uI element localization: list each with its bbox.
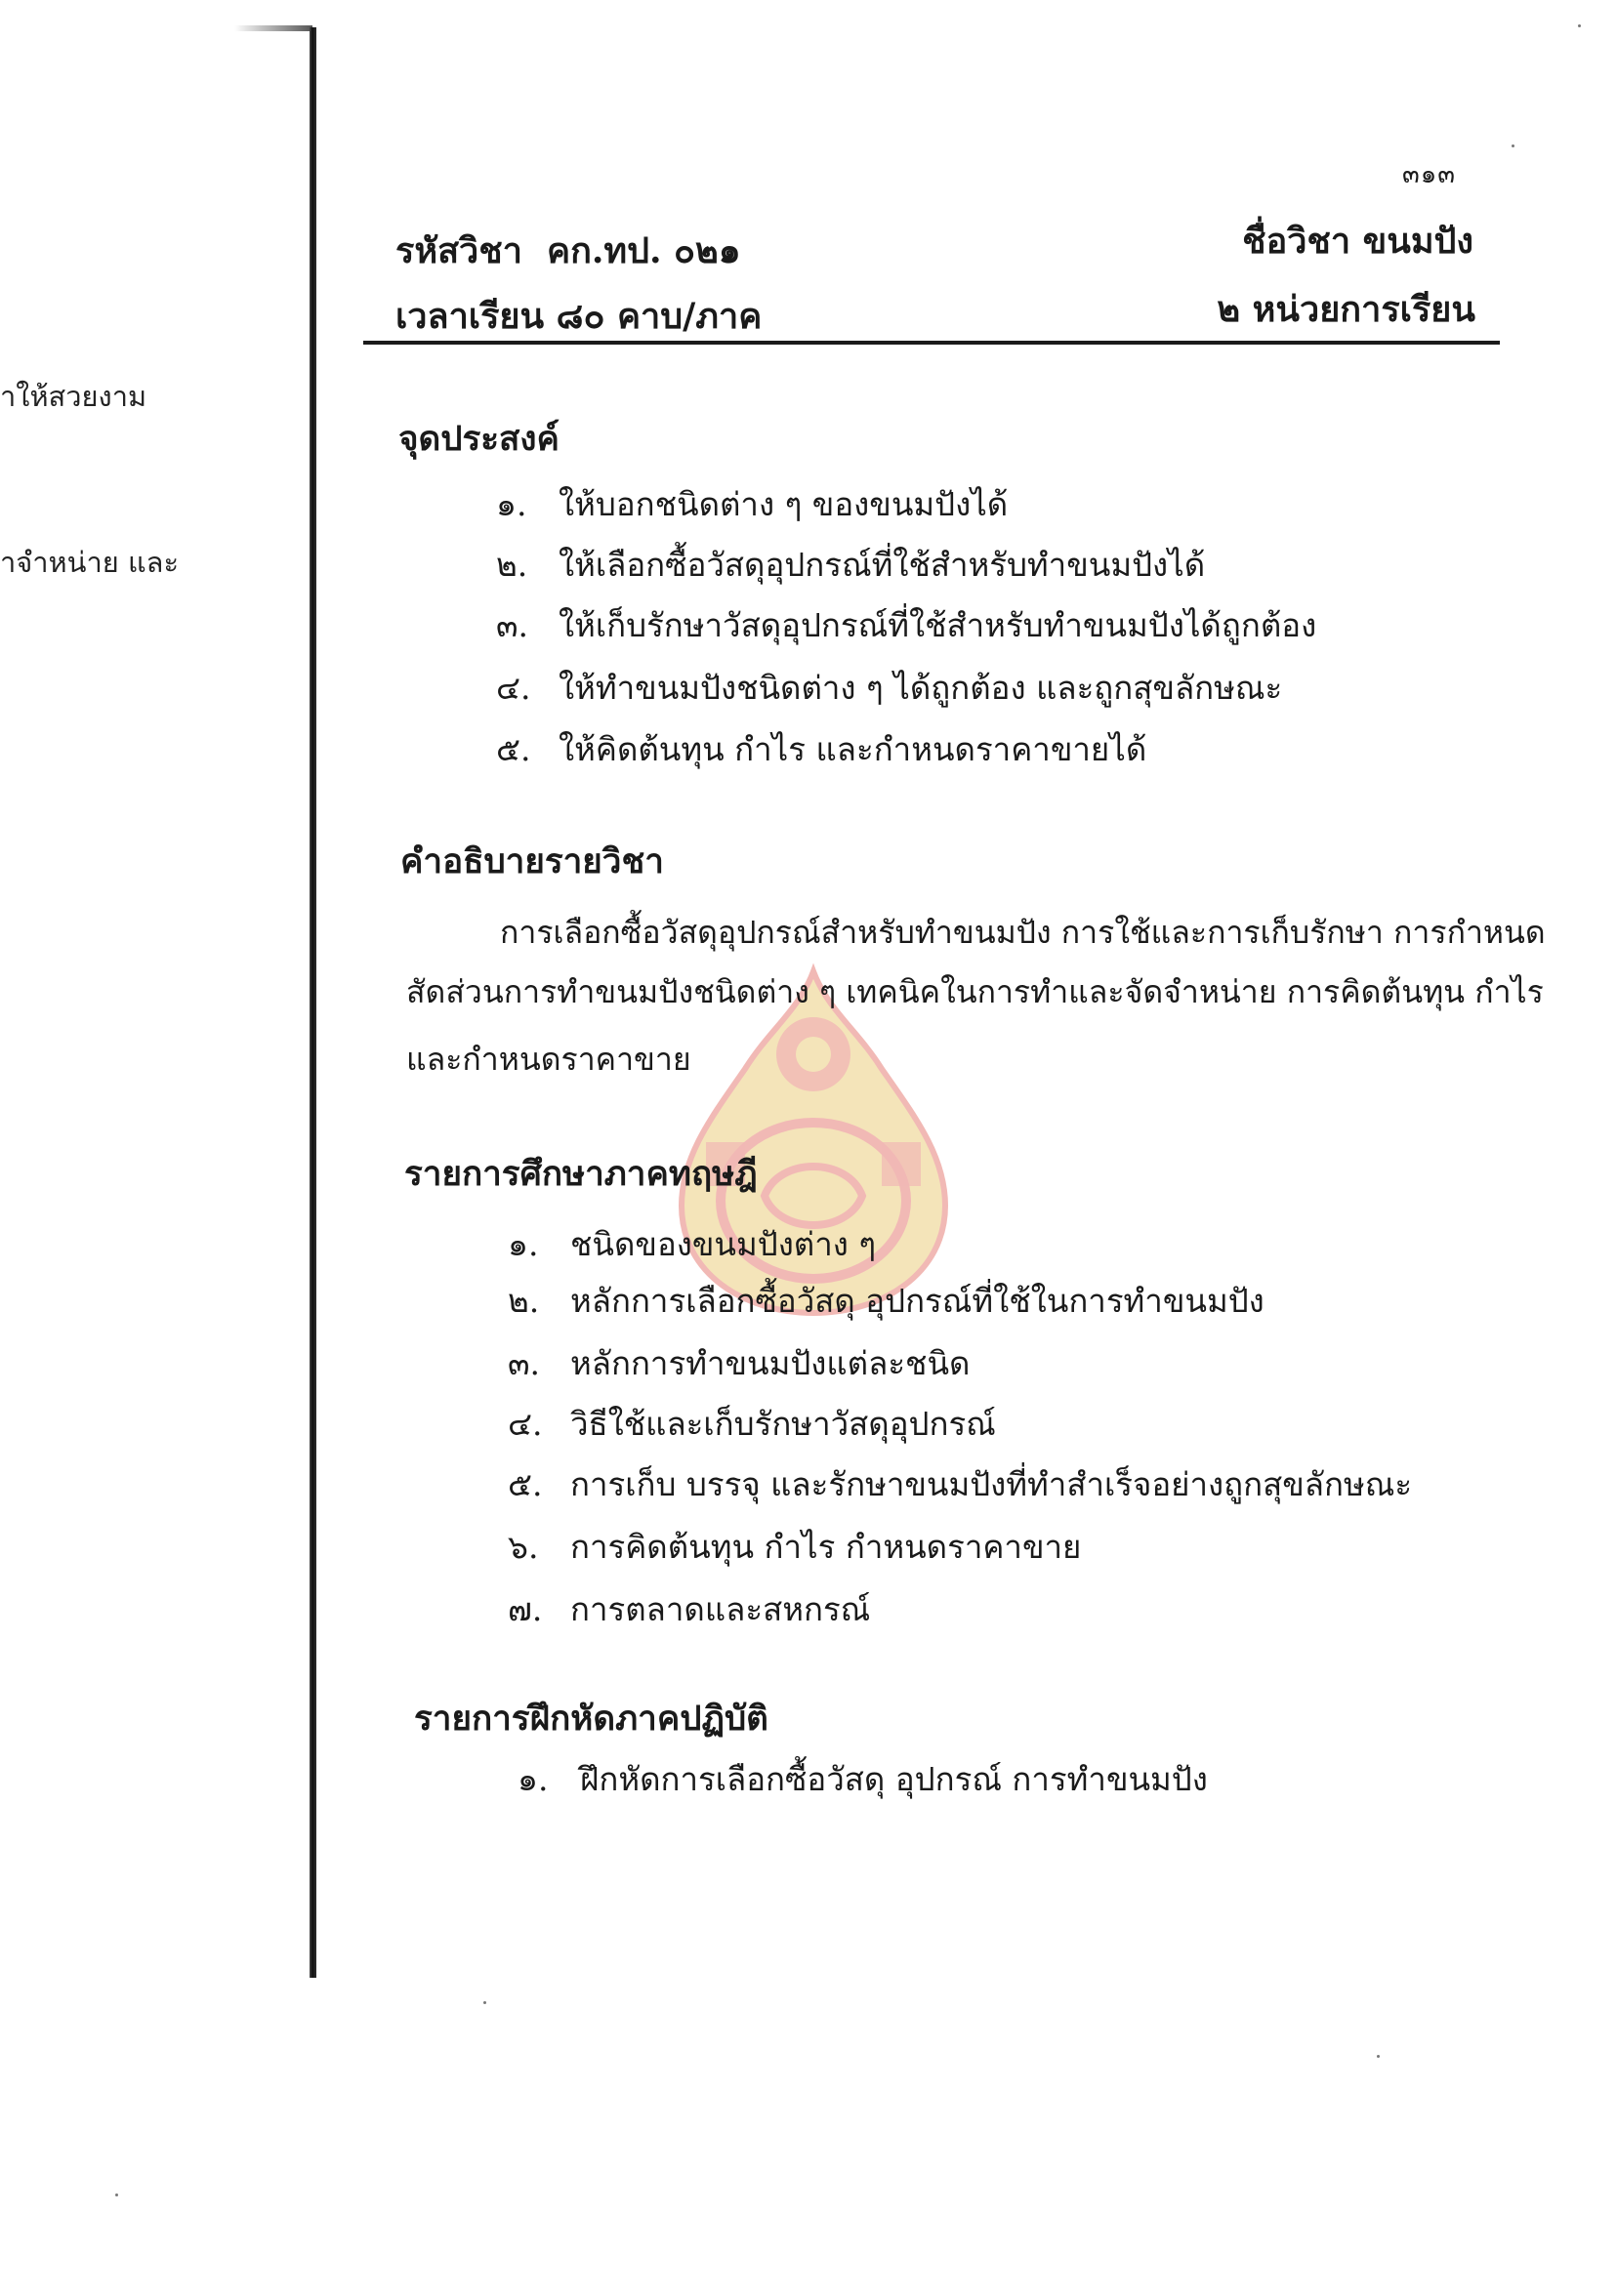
objective-item-5	[496, 723, 1146, 775]
theory-item-3	[508, 1337, 970, 1389]
theory-number: ๑.	[508, 1225, 539, 1263]
theory-text: การคิดต้นทุน กำไร กำหนดราคาขาย	[570, 1528, 1082, 1566]
objective-item-1	[496, 478, 1008, 530]
theory-heading: รายการศึกษาภาคทฤษฎี	[404, 1154, 758, 1194]
objective-number: ๒.	[496, 546, 528, 584]
page-number: ๓๑๓	[1402, 160, 1457, 189]
theory-item-2	[508, 1275, 1265, 1327]
theory-number: ๒.	[508, 1282, 540, 1320]
theory-item-1	[508, 1218, 876, 1270]
objective-number: ๑.	[496, 485, 527, 523]
theory-number: ๓.	[508, 1344, 541, 1382]
objective-item-2	[496, 539, 1205, 591]
theory-number: ๕.	[508, 1465, 543, 1503]
theory-text: การตลาดและสหกรณ์	[570, 1590, 871, 1628]
study-hours: เวลาเรียน ๘๐ คาบ/ภาค	[395, 296, 763, 337]
theory-item-5	[508, 1458, 1412, 1510]
description-line-2: สัดส่วนการทำขนมปังชนิดต่าง ๆ เทคนิคในการทำและจัดจำหน่าย การคิดต้นทุน กำไร	[406, 973, 1544, 1010]
objective-text: ให้ทำขนมปังชนิดต่าง ๆ ได้ถูกต้อง และถูกสุขลักษณะ	[559, 669, 1283, 707]
objective-text: ให้เลือกซื้อวัสดุอุปกรณ์ที่ใช้สำหรับทำขนมปังได้	[559, 546, 1206, 584]
scan-speck	[115, 2194, 118, 2196]
practice-heading: รายการฝึกหัดภาคปฏิบัติ	[414, 1699, 768, 1739]
spine-shadow	[234, 25, 312, 31]
theory-item-4	[508, 1398, 996, 1450]
course-code: คก.ทป. ๐๒๑	[547, 230, 741, 271]
scan-speck	[1578, 24, 1581, 27]
objective-item-4	[496, 662, 1282, 714]
scan-speck	[1512, 144, 1514, 147]
scan-speck	[1377, 2055, 1380, 2058]
description-line-3: และกำหนดราคาขาย	[406, 1041, 691, 1078]
theory-item-7	[508, 1583, 870, 1635]
theory-text: หลักการเลือกซื้อวัสดุ อุปกรณ์ที่ใช้ในการทำขนมปัง	[570, 1282, 1265, 1320]
theory-text: หลักการทำขนมปังแต่ละชนิด	[570, 1344, 971, 1382]
objectives-heading: จุดประสงค์	[398, 419, 560, 459]
theory-item-6	[508, 1521, 1081, 1573]
objective-number: ๕.	[496, 730, 531, 768]
practice-text: ฝึกหัดการเลือกซื้อวัสดุ อุปกรณ์ การทำขนมปัง	[580, 1760, 1208, 1798]
scan-speck	[483, 2001, 486, 2004]
objective-text: ให้บอกชนิดต่าง ๆ ของขนมปังได้	[559, 485, 1009, 523]
book-spine	[310, 27, 316, 1978]
theory-number: ๔.	[508, 1405, 543, 1443]
left-page-fragment-1: าให้สวยงาม	[0, 380, 147, 413]
description-heading: คำอธิบายรายวิชา	[400, 841, 664, 882]
left-page-fragment-2: าจำหน่าย และ	[0, 546, 180, 579]
theory-text: การเก็บ บรรจุ และรักษาขนมปังที่ทำสำเร็จอย่างถูกสุขลักษณะ	[570, 1465, 1413, 1503]
theory-number: ๗.	[508, 1590, 543, 1628]
theory-text: วิธีใช้และเก็บรักษาวัสดุอุปกรณ์	[570, 1405, 996, 1443]
objective-number: ๓.	[496, 606, 529, 644]
objective-item-3	[496, 599, 1316, 651]
objective-number: ๔.	[496, 669, 531, 707]
header-divider	[363, 341, 1500, 345]
objective-text: ให้เก็บรักษาวัสดุอุปกรณ์ที่ใช้สำหรับทำขนมปังได้ถูกต้อง	[559, 606, 1317, 644]
course-code-label: รหัสวิชา	[395, 230, 522, 271]
objective-text: ให้คิดต้นทุน กำไร และกำหนดราคาขายได้	[559, 730, 1147, 768]
credit-units: ๒ หน่วยการเรียน	[1217, 289, 1475, 330]
practice-item-1	[518, 1753, 1208, 1805]
practice-number: ๑.	[518, 1760, 549, 1798]
theory-number: ๖.	[508, 1528, 539, 1566]
course-name: ชื่อวิชา ขนมปัง	[1242, 221, 1473, 262]
theory-text: ชนิดของขนมปังต่าง ๆ	[570, 1225, 877, 1263]
description-line-1: การเลือกซื้อวัสดุอุปกรณ์สำหรับทำขนมปัง การใช้และการเก็บรักษา การกำหนด	[500, 914, 1546, 951]
